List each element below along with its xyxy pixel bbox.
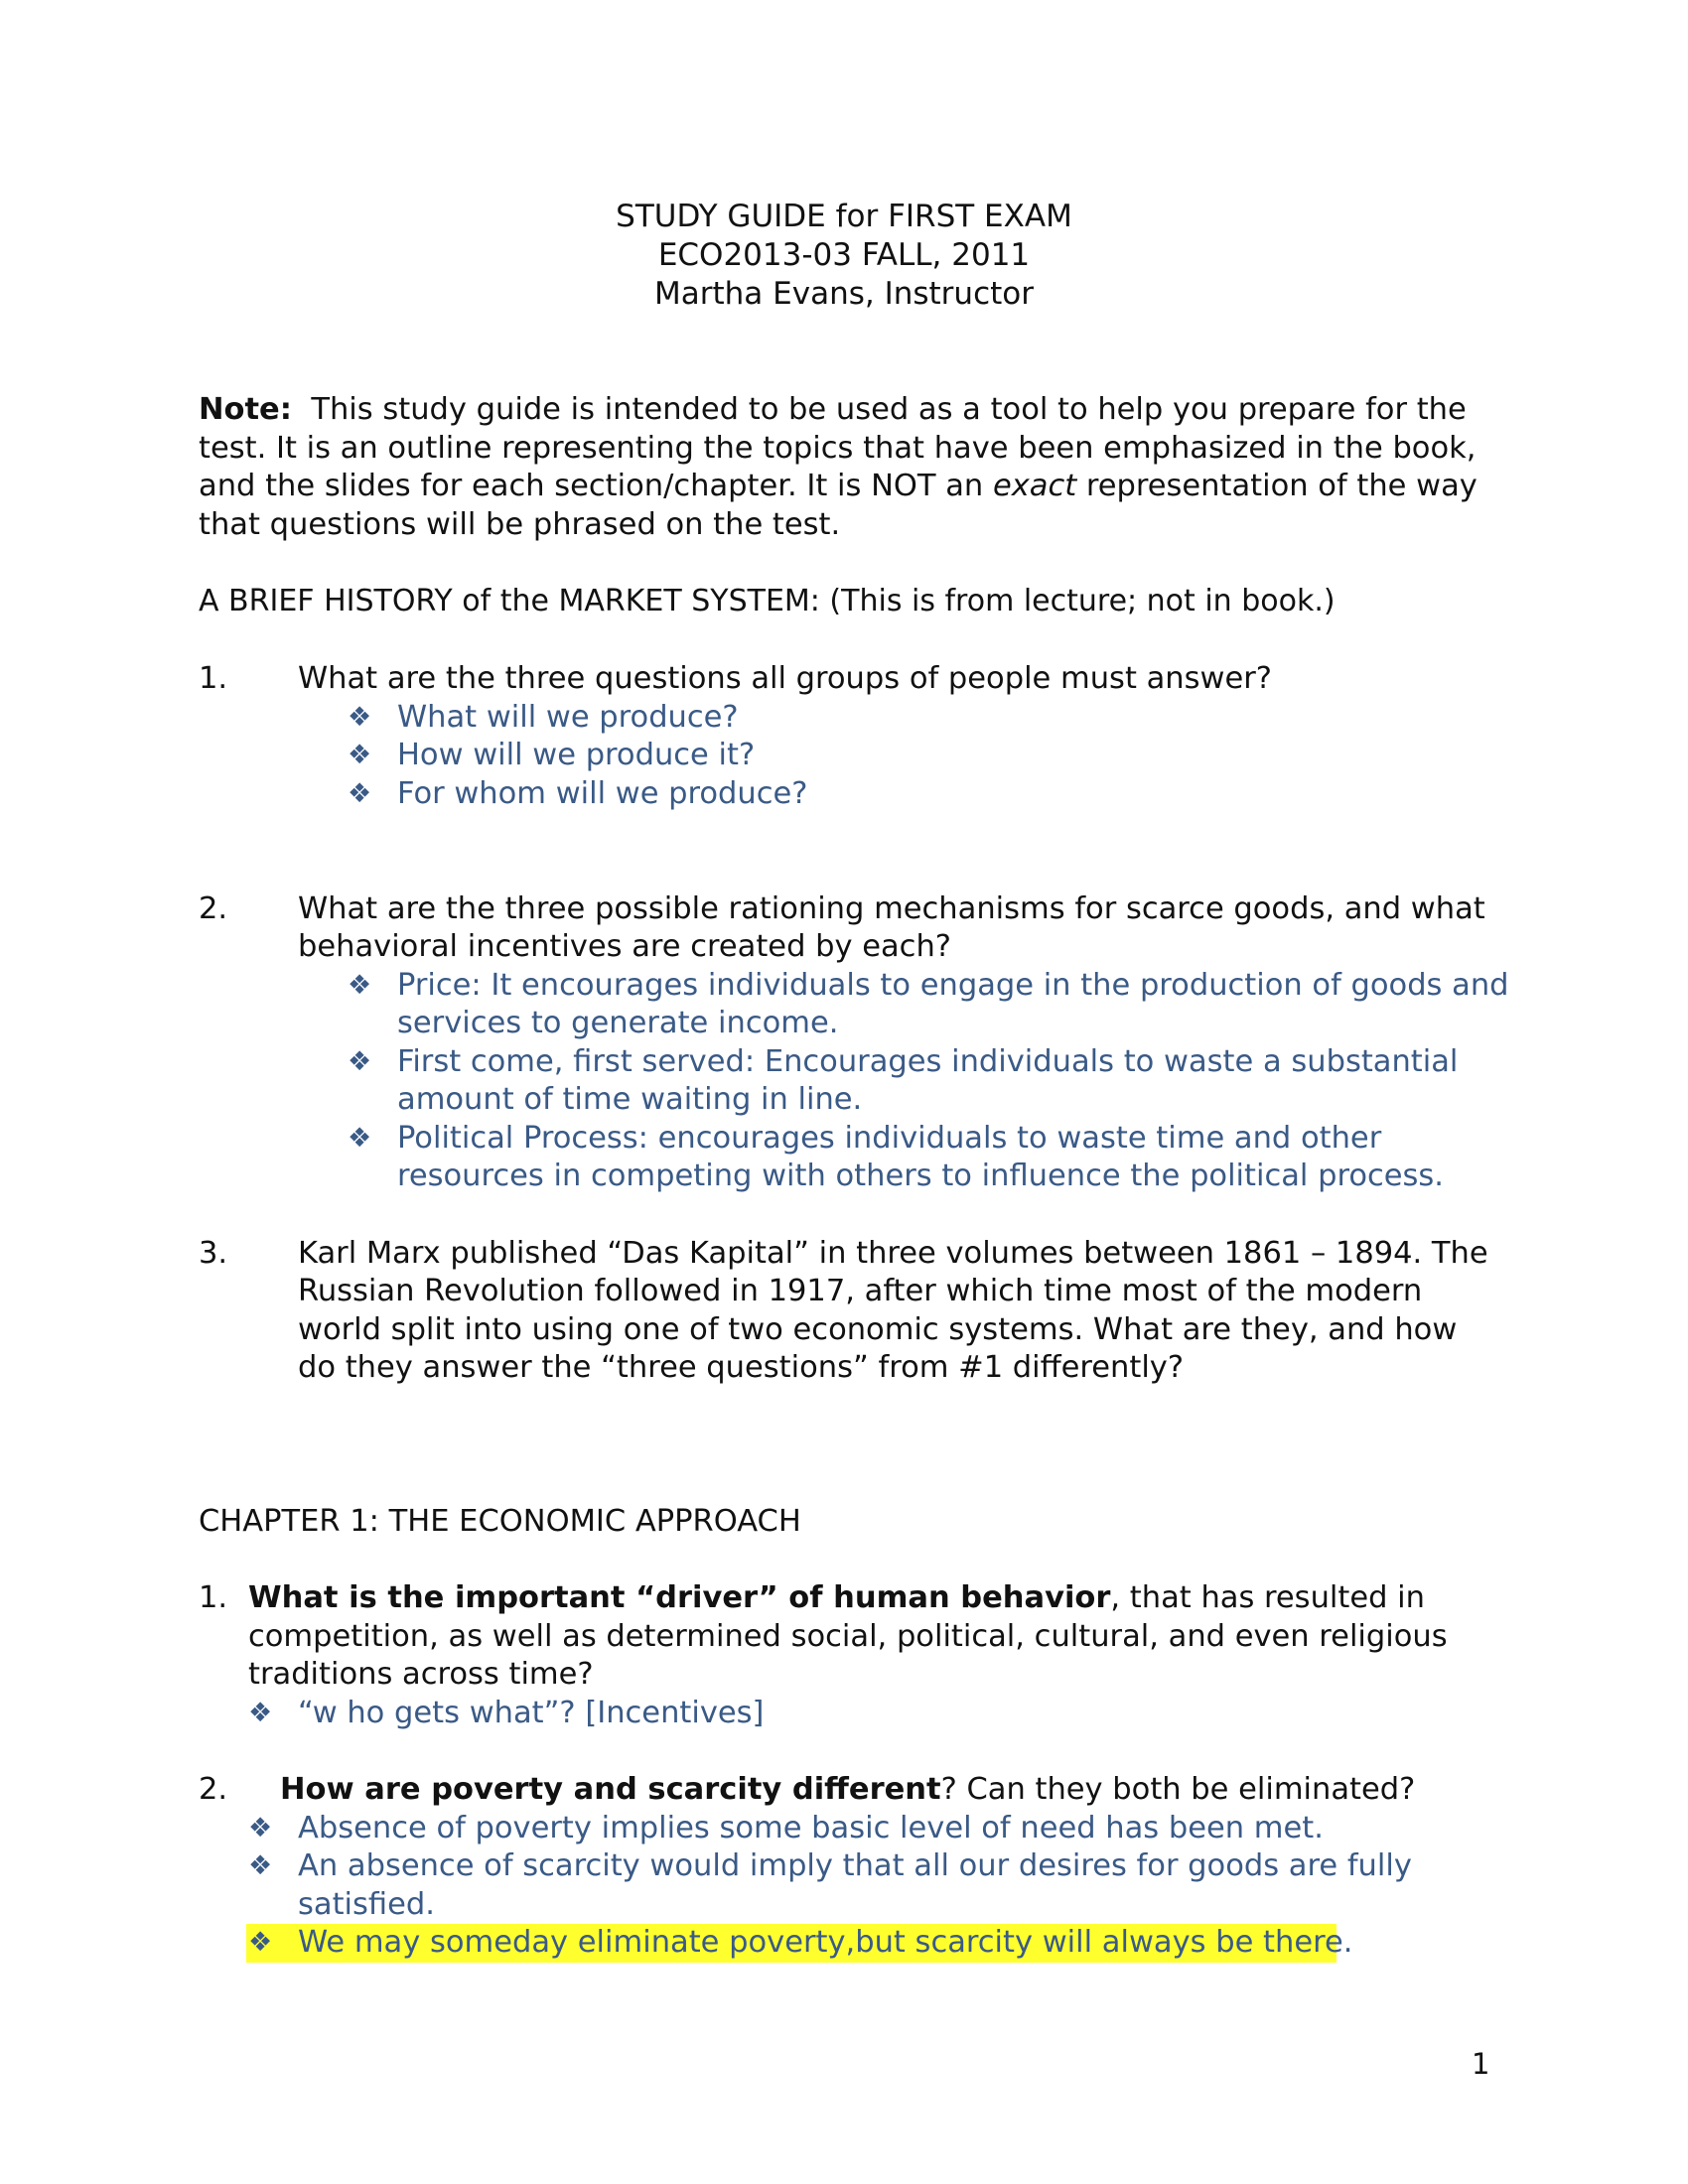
history-q3-line-4: do they answer the “three questions” from #1 differently?: [298, 1350, 1185, 1385]
history-q3-line-2: Russian Revolution followed in 1917, after which time most of the modern: [298, 1274, 1423, 1308]
diamond-bullet-icon: ❖: [348, 970, 372, 1001]
history-q2-number: 2.: [199, 891, 228, 926]
history-q2-answer-3a: Political Process: encourages individuals to waste time and other: [397, 1121, 1382, 1156]
history-q2-answer-3b: resources in competing with others to influence the political process.: [397, 1159, 1444, 1193]
history-q2-line-1: What are the three possible rationing mechanisms for scarce goods, and what: [298, 891, 1485, 926]
diamond-bullet-icon: ❖: [248, 1850, 273, 1881]
diamond-bullet-icon: ❖: [348, 702, 372, 733]
history-q1-answer-2: How will we produce it?: [397, 738, 756, 772]
note-label: Note:: [199, 392, 292, 427]
history-q1-number: 1.: [199, 661, 228, 696]
note-line-4: that questions will be phrased on the test.: [199, 507, 841, 542]
chapter1-q1-rest: , that has resulted in: [1110, 1580, 1425, 1615]
history-q2-answer-2b: amount of time waiting in line.: [397, 1082, 863, 1117]
note-line-3: [199, 467, 1477, 505]
history-q3-line-1: Karl Marx published “Das Kapital” in three volumes between 1861 – 1894. The: [298, 1236, 1488, 1271]
instructor-name: Martha Evans, Instructor: [654, 276, 1034, 312]
note-text-1: This study guide is intended to be used as a tool to help you prepare for the: [311, 392, 1467, 427]
chapter1-q2-answer-3-highlighted: We may someday eliminate poverty,but scarcity will always be there.: [298, 1925, 1353, 1960]
page-title: STUDY GUIDE for FIRST EXAM: [616, 199, 1072, 234]
diamond-bullet-icon: ❖: [348, 740, 372, 770]
history-q2-answer-1a: Price: It encourages individuals to engage in the production of goods and: [397, 968, 1509, 1003]
chapter1-q1-answer: “w ho gets what”? [Incentives]: [298, 1696, 765, 1730]
diamond-bullet-icon: ❖: [348, 778, 372, 809]
diamond-bullet-icon: ❖: [348, 1123, 372, 1154]
history-q1-text: What are the three questions all groups of people must answer?: [298, 661, 1272, 696]
note-text-3b: representation of the way: [1076, 469, 1477, 503]
chapter1-q1-number: 1.: [199, 1580, 228, 1615]
chapter1-q2-answer-2a: An absence of scarcity would imply that all our desires for goods are fully: [298, 1848, 1412, 1883]
history-heading: A BRIEF HISTORY of the MARKET SYSTEM: (This is from lecture; not in book.): [199, 584, 1336, 618]
chapter1-q1-line-3: traditions across time?: [248, 1657, 594, 1692]
chapter1-q2-number: 2.: [199, 1772, 228, 1807]
note-text-3a: and the slides for each section/chapter. It is NOT an: [199, 469, 993, 503]
history-q3-number: 3.: [199, 1236, 228, 1271]
course-code: ECO2013-03 FALL, 2011: [657, 237, 1031, 273]
diamond-bullet-icon: ❖: [248, 1927, 273, 1958]
chapter1-q2-answer-1: Absence of poverty implies some basic level of need has been met.: [298, 1811, 1324, 1845]
history-q2-answer-2a: First come, first served: Encourages individuals to waste a substantial: [397, 1044, 1459, 1079]
chapter1-q1-bold: What is the important “driver” of human behavior: [248, 1580, 1111, 1615]
chapter1-q2-line: [280, 1770, 1415, 1809]
history-q2-answer-1b: services to generate income.: [397, 1006, 839, 1040]
chapter1-q1-line-2: competition, as well as determined social, political, cultural, and even religious: [248, 1619, 1448, 1654]
chapter1-heading: CHAPTER 1: THE ECONOMIC APPROACH: [199, 1504, 801, 1539]
chapter1-q2-bold: How are poverty and scarcity different: [280, 1772, 941, 1807]
diamond-bullet-icon: ❖: [248, 1813, 273, 1843]
note-italic-exact: exact: [992, 469, 1077, 503]
note-line-1: [199, 390, 1467, 429]
chapter1-q2-rest: ? Can they both be eliminated?: [940, 1772, 1416, 1807]
history-q2-line-2: behavioral incentives are created by each?: [298, 929, 951, 964]
history-q1-answer-1: What will we produce?: [397, 700, 739, 735]
page-number: 1: [1472, 2047, 1490, 2081]
history-q1-answer-3: For whom will we produce?: [397, 776, 808, 811]
diamond-bullet-icon: ❖: [348, 1046, 372, 1077]
chapter1-q1-line-1: [248, 1578, 1425, 1617]
note-line-2: test. It is an outline representing the topics that have been emphasized in the book,: [199, 431, 1477, 466]
chapter1-q2-answer-2b: satisfied.: [298, 1887, 435, 1922]
history-q3-line-3: world split into using one of two economic systems. What are they, and how: [298, 1312, 1458, 1347]
diamond-bullet-icon: ❖: [248, 1698, 273, 1728]
